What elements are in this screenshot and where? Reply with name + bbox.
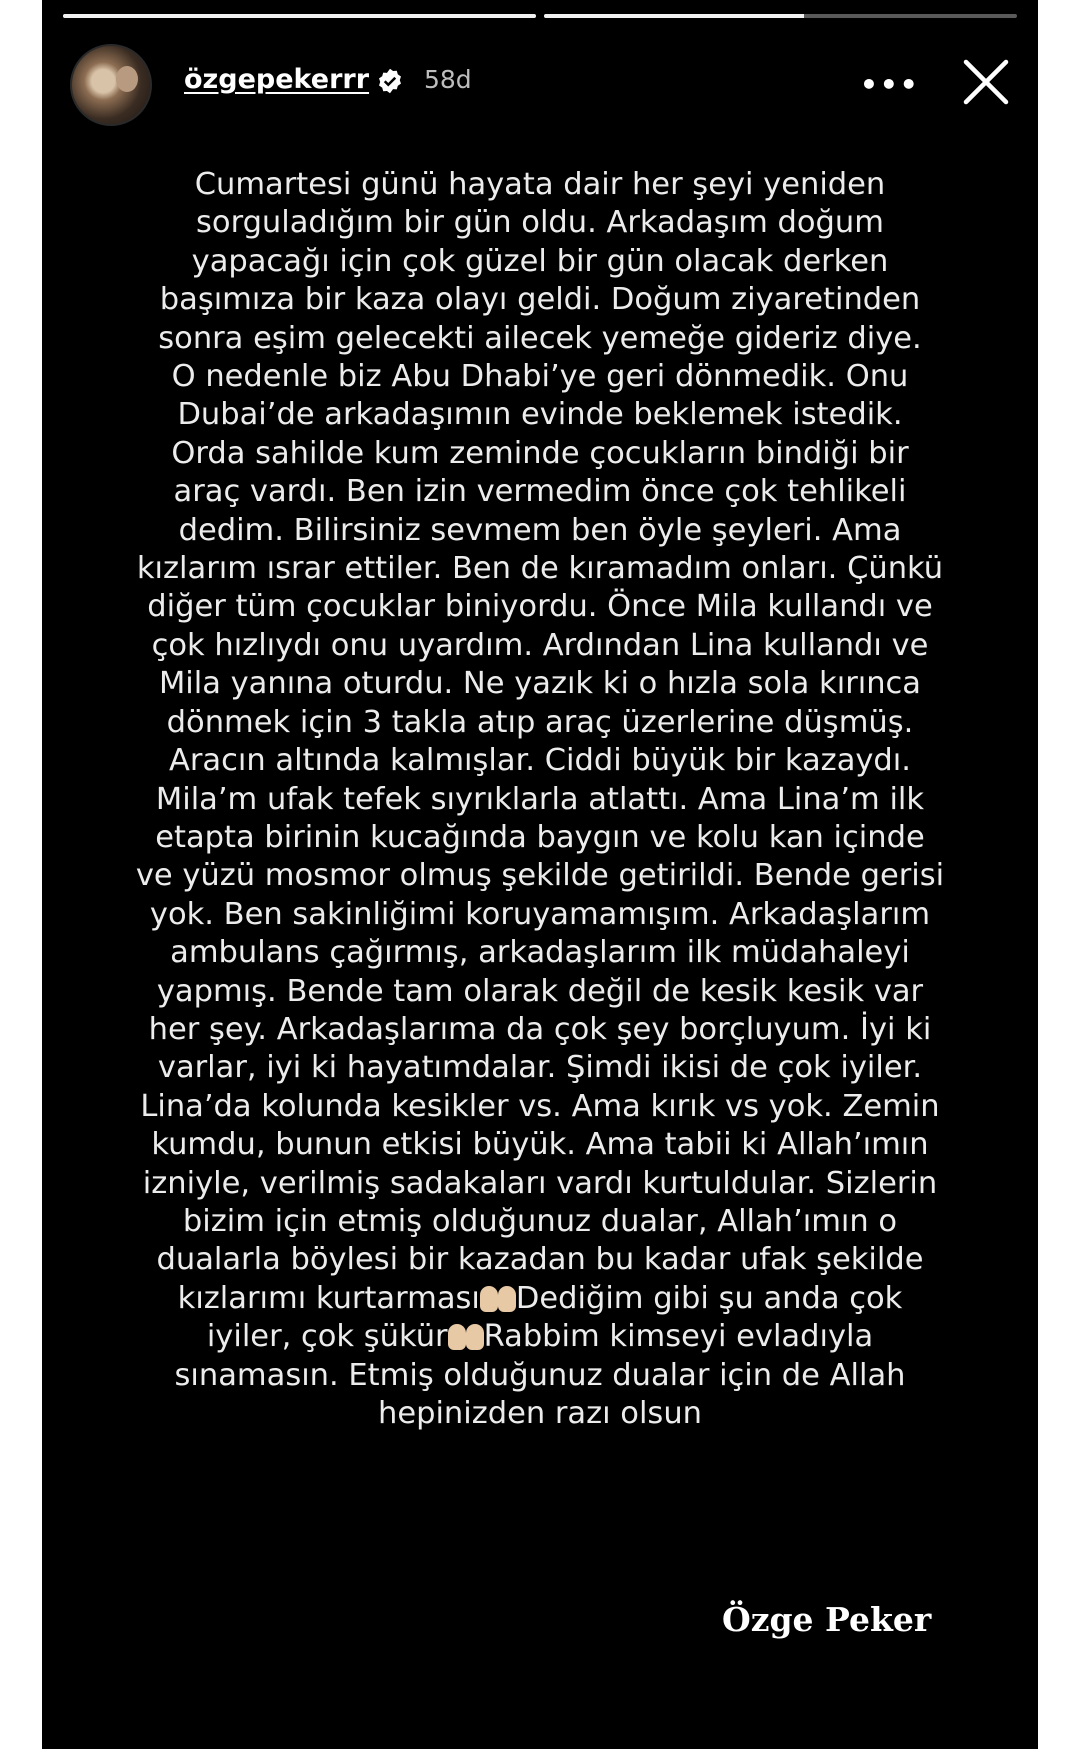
text-line: O nedenle biz Abu Dhabi’ye geri dönmedik. Onu — [171, 359, 909, 395]
text-line: iyiler, çok şükür Rabbim kimseyi evladıyla — [206, 1319, 874, 1355]
signature: Özge Peker — [722, 1600, 932, 1639]
text-line: ve yüzü mosmor olmuş şekilde getirildi. Bende gerisi — [135, 858, 945, 894]
text-line: yapmış. Bende tam olarak değil de kesik kesik var — [156, 973, 924, 1009]
avatar[interactable] — [70, 44, 152, 126]
text-line: dedim. Bilirsiniz sevmem ben öyle şeyleri. Ama — [178, 512, 902, 548]
progress-segment — [63, 14, 536, 18]
text-line: izniyle, verilmiş sadakaları vardı kurtuldular. Sizlerin — [142, 1165, 938, 1201]
text-line: sorguladığım bir gün oldu. Arkadaşım doğum — [196, 205, 884, 241]
text-line: çok hızlıydı onu uyardım. Ardından Lina kullandı ve — [151, 627, 929, 663]
text-line: diğer tüm çocuklar biniyordu. Önce Mila kullandı ve — [147, 589, 933, 625]
text-line: yok. Ben sakinliğimi koruyamamışım. Arkadaşlarım — [149, 896, 931, 932]
text-line: hepinizden razı olsun — [378, 1396, 702, 1431]
text-line: kızlarımı kurtarması Dediğim gibi şu anda çok — [177, 1280, 903, 1316]
username-link[interactable]: özgepekerrr — [184, 64, 370, 95]
text-line: Dubai’de arkadaşımın evinde beklemek istedik. — [177, 397, 903, 433]
text-line: yapacağı için çok güzel bir gün olacak derken — [191, 243, 889, 279]
text-line: sonra eşim gelecekti ailecek yemeğe gideriz diye. — [158, 320, 922, 356]
text-line: ambulans çağırmış, arkadaşlarım ilk müdahaleyi — [170, 935, 910, 971]
praying-hands-icon — [448, 1322, 484, 1350]
text-line: her şey. Arkadaşlarıma da çok şey borçluyum. İyi ki — [148, 1011, 932, 1047]
text-line: Lina’da kolunda kesikler vs. Ama kırık vs yok. Zemin — [140, 1088, 940, 1124]
story-header — [42, 40, 1038, 130]
text-line: araç vardı. Ben izin vermedim önce çok tehlikeli — [173, 474, 907, 510]
text-line: Mila yanına oturdu. Ne yazık ki o hızla sola kırınca — [158, 666, 921, 702]
story-viewer[interactable] — [42, 0, 1038, 1749]
verified-badge-icon — [376, 67, 404, 95]
story-text — [94, 166, 986, 1433]
text-line: Aracın altında kalmışlar. Ciddi büyük bir kazaydı. — [169, 743, 911, 779]
praying-hands-icon — [480, 1284, 516, 1312]
story-age: 58d — [424, 65, 472, 94]
text-line: bizim için etmiş olduğunuz dualar, Allah’ımın o — [182, 1203, 898, 1239]
text-line: sınamasın. Etmiş olduğunuz dualar için de Allah — [174, 1357, 906, 1393]
story-progress-bar — [63, 14, 1017, 20]
text-line: etapta birinin kucağında baygın ve kolu kan içinde — [155, 819, 925, 855]
progress-segment — [544, 14, 1017, 18]
text-line: varlar, iyi ki hayatımdalar. Şimdi ikisi de çok iyiler. — [157, 1050, 923, 1086]
text-line: Cumartesi günü hayata dair her şeyi yeniden — [194, 167, 886, 202]
text-line: Orda sahilde kum zeminde çocukların bindiği bir — [171, 435, 909, 471]
text-line: Mila’m ufak tefek sıyrıklarla atlattı. Ama Lina’m ilk — [155, 781, 925, 817]
close-icon[interactable] — [960, 56, 1012, 108]
text-line: kumdu, bunun etkisi büyük. Ama tabii ki Allah’ımın — [151, 1127, 929, 1163]
text-line: kızlarım ısrar ettiler. Ben de kıramadım onları. Çünkü — [136, 551, 944, 587]
more-options-icon[interactable]: ••• — [860, 68, 920, 101]
text-line: dualarla böylesi bir kazadan bu kadar ufak şekilde — [156, 1242, 924, 1278]
text-line: dönmek için 3 takla atıp araç üzerlerine düşmüş. — [166, 704, 914, 740]
text-line: başımıza bir kaza olayı geldi. Doğum ziyaretinden — [159, 282, 921, 318]
